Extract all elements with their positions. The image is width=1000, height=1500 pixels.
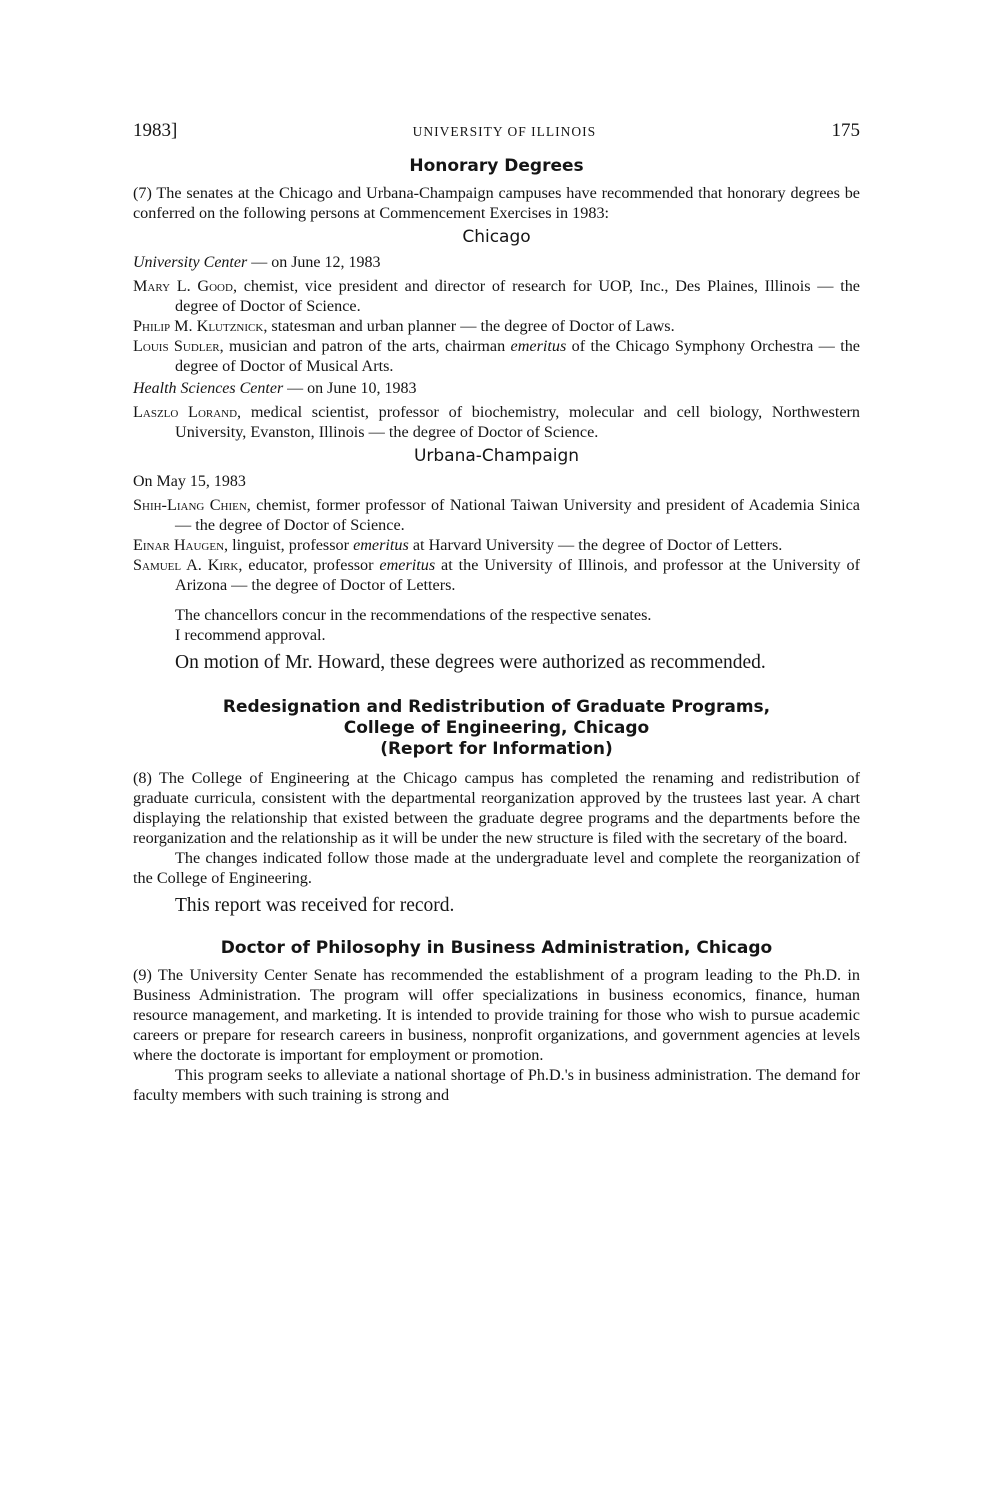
health-sciences-label: Health Sciences Center bbox=[133, 380, 284, 397]
redesignation-para-2: The changes indicated follow those made at the undergraduate level and complete the reorganization of the College of Engineering. bbox=[133, 849, 860, 887]
chancellors-concur: The chancellors concur in the recommendations of the respective senates. bbox=[175, 606, 652, 624]
entry-good bbox=[133, 276, 860, 316]
urbana-date: On May 15, 1983 bbox=[133, 473, 246, 490]
entry-klutznick-name: Philip M. Klutznick, bbox=[133, 317, 268, 335]
spacer bbox=[133, 918, 860, 928]
health-sciences-date: — on June 10, 1983 bbox=[283, 380, 417, 397]
phd-heading: Doctor of Philosophy in Business Administration, Chicago bbox=[220, 938, 773, 958]
motion-howard: On motion of Mr. Howard, these degrees were authorized as recommended. bbox=[175, 652, 766, 673]
entry-chien bbox=[133, 495, 860, 535]
phd-para-2: This program seeks to alleviate a national shortage of Ph.D.'s in business administration. The demand for faculty members with such training is strong and bbox=[133, 1066, 860, 1104]
entry-sudler-text-1: musician and patron of the arts, chairman bbox=[223, 337, 511, 355]
entry-sudler-name: Louis Sudler, bbox=[133, 337, 224, 355]
honorary-intro: (7) The senates at the Chicago and Urbana-Champaign campuses have recommended that honorary degrees be conferred on the following persons at Commencement Exercises in 1983: bbox=[133, 184, 860, 222]
entry-klutznick bbox=[133, 316, 860, 336]
redesignation-heading-1: Redesignation and Redistribution of Graduate Programs, bbox=[222, 697, 771, 717]
redesignation-heading-2: College of Engineering, Chicago bbox=[343, 718, 650, 738]
entry-lorand bbox=[133, 402, 860, 442]
entry-lorand-name: Laszlo Lorand, bbox=[133, 403, 242, 421]
entry-klutznick-text: statesman and urban planner — the degree of Doctor of Laws. bbox=[267, 317, 675, 335]
university-center-date: — on June 12, 1983 bbox=[247, 254, 381, 271]
entry-good-name: Mary L. Good, bbox=[133, 277, 237, 295]
honorary-degrees-heading: Honorary Degrees bbox=[409, 156, 584, 176]
page-number: 175 bbox=[831, 120, 860, 141]
spacer bbox=[133, 675, 860, 693]
report-received: This report was received for record. bbox=[175, 895, 455, 916]
entry-sudler-text-2: of the Chicago Symphony Orchestra — the degree of Doctor of Musical Arts. bbox=[175, 337, 860, 375]
entry-sudler-emeritus: emeritus bbox=[510, 337, 567, 355]
spacer bbox=[133, 595, 860, 605]
entry-kirk-text-2: at the University of Illinois, and professor at the University of Arizona — the degree of Doctor of Letters. bbox=[175, 556, 860, 594]
university-center-label: University Center bbox=[133, 254, 248, 271]
entry-kirk-emeritus: emeritus bbox=[379, 556, 436, 574]
redesignation-heading-3: (Report for Information) bbox=[380, 739, 613, 759]
entry-sudler bbox=[133, 336, 860, 376]
entry-lorand-text: medical scientist, professor of biochemistry, molecular and cell biology, Northwestern University, Evanston, Illinois — the degree of Doctor of Science. bbox=[175, 403, 860, 441]
entry-haugen-text-2: at Harvard University — the degree of Doctor of Letters. bbox=[408, 536, 783, 554]
entry-chien-text: chemist, former professor of National Taiwan University and president of Academia Sinica — the degree of Doctor of Science. bbox=[175, 496, 860, 534]
urbana-champaign-heading: Urbana-Champaign bbox=[413, 446, 580, 466]
entry-kirk-text-1: educator, professor bbox=[242, 556, 380, 574]
entry-haugen-text-1: linguist, professor bbox=[228, 536, 354, 554]
entry-kirk bbox=[133, 555, 860, 595]
entry-kirk-name: Samuel A. Kirk, bbox=[133, 556, 243, 574]
running-header bbox=[133, 120, 860, 142]
entry-good-text: chemist, vice president and director of research for UOP, Inc., Des Plaines, Illinois — the degree of Doctor of Science. bbox=[175, 277, 860, 315]
document-page bbox=[133, 120, 860, 1105]
header-title: UNIVERSITY OF ILLINOIS bbox=[412, 124, 597, 139]
chicago-heading: Chicago bbox=[462, 227, 531, 247]
entry-haugen bbox=[133, 535, 860, 555]
university-center-subhead bbox=[133, 252, 860, 273]
header-year: 1983] bbox=[133, 120, 178, 141]
redesignation-para-1: (8) The College of Engineering at the Chicago campus has completed the renaming and redistribution of graduate curricula, consistent with the departmental reorganization approved by the trustees last year. A chart displaying the relationship that existed between the graduate degree programs and the departments before the reorganization and the relationship as it will be under the new structure is filed with the secretary of the board. bbox=[133, 769, 860, 847]
health-sciences-subhead bbox=[133, 378, 860, 399]
entry-haugen-emeritus: emeritus bbox=[353, 536, 409, 554]
entry-haugen-name: Einar Haugen, bbox=[133, 536, 229, 554]
entry-chien-name: Shih-Liang Chien, bbox=[133, 496, 251, 514]
phd-para-1: (9) The University Center Senate has recommended the establishment of a program leading to the Ph.D. in Business Administration. The program will offer specializations in business economics, finance, human resource management, and marketing. It is intended to provide training for those who wish to pursue academic careers or prepare for research careers in business, nonprofit organizations, and government agencies at levels where the doctorate is important for employment or promotion. bbox=[133, 966, 860, 1064]
recommend-approval: I recommend approval. bbox=[175, 626, 326, 644]
